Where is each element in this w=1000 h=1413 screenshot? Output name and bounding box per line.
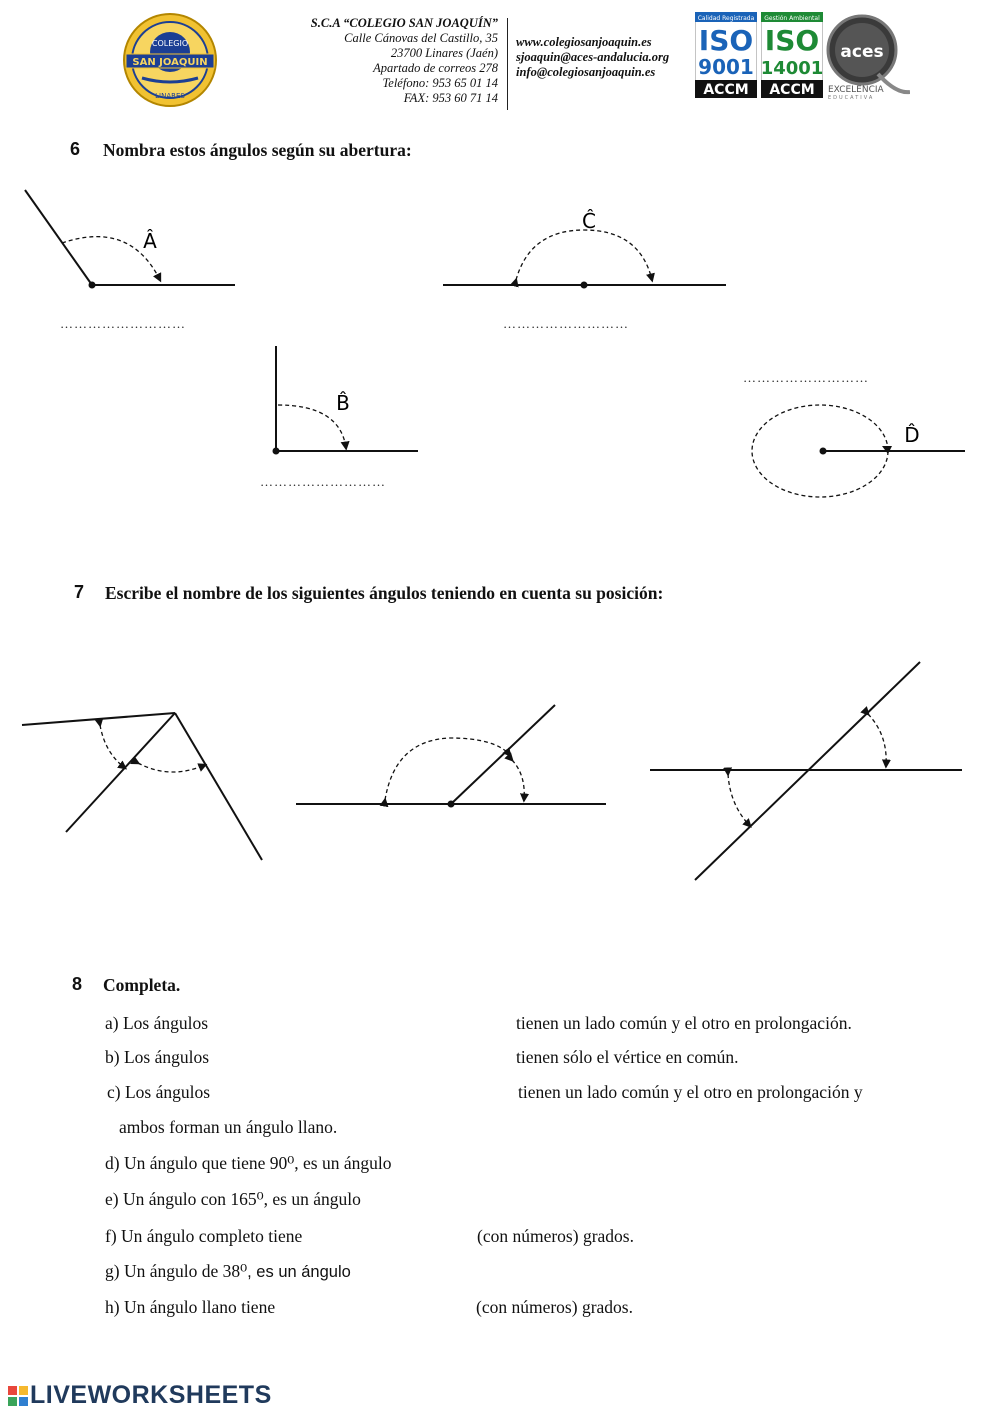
angle-c-figure xyxy=(443,230,726,289)
item-g-text: g) Un ángulo de 38⁰ xyxy=(105,1261,248,1281)
contact-block xyxy=(516,35,669,80)
svg-text:ACCM: ACCM xyxy=(703,82,749,98)
angle-b-label: B̂ xyxy=(336,391,350,415)
section-number: 8 xyxy=(72,974,83,994)
section-title: Escribe el nombre de los siguientes ángulos teniendo en cuenta su posición: xyxy=(105,583,664,603)
liveworksheets-brand[interactable] xyxy=(8,1381,272,1410)
school-logo xyxy=(120,12,220,108)
address-line: 23700 Linares (Jaén) xyxy=(390,46,498,60)
answer-blank-c[interactable]: ……………………… xyxy=(503,316,629,331)
item-f-right: (con números) grados. xyxy=(477,1226,634,1246)
liveworksheets-icon xyxy=(8,1386,28,1406)
iso-14001-badge xyxy=(761,12,823,98)
position-figure-2 xyxy=(296,705,606,808)
address-line: Calle Cánovas del Castillo, 35 xyxy=(344,31,498,45)
svg-text:EXCELENCIA: EXCELENCIA xyxy=(828,85,884,95)
svg-text:Gestión Ambiental: Gestión Ambiental xyxy=(764,15,820,22)
section-number: 7 xyxy=(74,582,85,602)
svg-text:ISO: ISO xyxy=(764,24,820,57)
angle-a-label: Â xyxy=(143,229,157,253)
item-c-continuation: ambos forman un ángulo llano. xyxy=(119,1117,338,1137)
answer-blank-a[interactable]: ……………………… xyxy=(60,316,186,331)
iso-9001-badge xyxy=(695,12,757,98)
svg-text:14001: 14001 xyxy=(761,58,823,79)
item-f-left: f) Un ángulo completo tiene xyxy=(105,1226,303,1246)
position-figure-3 xyxy=(650,662,962,880)
school-address-block xyxy=(248,16,498,106)
section6-diagrams xyxy=(0,170,1000,510)
angle-c-label: Ĉ xyxy=(582,209,596,233)
svg-text:LINARES: LINARES xyxy=(155,92,185,100)
aces-logo xyxy=(826,12,910,100)
svg-text:9001: 9001 xyxy=(698,55,754,79)
angle-a-figure xyxy=(25,190,235,289)
address-line: Apartado de correos 278 xyxy=(373,61,498,75)
item-b-left: b) Los ángulos xyxy=(105,1047,210,1067)
svg-text:ISO: ISO xyxy=(698,24,754,57)
answer-blank-d[interactable]: ……………………… xyxy=(743,370,869,385)
item-d: d) Un ángulo que tiene 90⁰, es un ángulo xyxy=(105,1153,392,1173)
section7-diagrams xyxy=(0,650,1000,890)
school-name: S.C.A “COLEGIO SAN JOAQUÍN” xyxy=(310,16,498,30)
angle-d-label: D̂ xyxy=(904,423,920,447)
item-g xyxy=(105,1261,351,1282)
item-h-right: (con números) grados. xyxy=(476,1297,633,1317)
svg-text:EDUCATIVA: EDUCATIVA xyxy=(828,95,875,100)
email-link[interactable]: info@colegiosanjoaquin.es xyxy=(516,65,656,79)
section-title: Completa. xyxy=(103,975,181,995)
item-a-left: a) Los ángulos xyxy=(105,1013,209,1033)
item-a-right: tienen un lado común y el otro en prolongación. xyxy=(516,1013,852,1033)
svg-text:SAN JOAQUIN: SAN JOAQUIN xyxy=(132,57,208,68)
item-h-left: h) Un ángulo llano tiene xyxy=(105,1297,276,1317)
item-g-suffix: , es un ángulo xyxy=(247,1263,351,1281)
svg-text:aces: aces xyxy=(840,42,884,62)
svg-text:Calidad Registrada: Calidad Registrada xyxy=(697,15,755,22)
svg-text:ACCM: ACCM xyxy=(769,82,815,98)
answer-blank-b[interactable]: ……………………… xyxy=(260,474,386,489)
address-line: FAX: 953 60 71 14 xyxy=(403,91,498,105)
email-link[interactable]: sjoaquin@aces-andalucia.org xyxy=(516,50,670,64)
angle-d-figure xyxy=(752,405,965,497)
brand-text: LIVEWORKSHEETS xyxy=(30,1381,272,1409)
header-divider xyxy=(507,18,508,110)
website-link[interactable]: www.colegiosanjoaquin.es xyxy=(516,35,652,49)
item-c-right: tienen un lado común y el otro en prolongación y xyxy=(518,1082,863,1102)
item-e: e) Un ángulo con 165⁰, es un ángulo xyxy=(105,1189,361,1209)
item-c-left: c) Los ángulos xyxy=(107,1082,211,1102)
item-b-right: tienen sólo el vértice en común. xyxy=(516,1047,739,1067)
section-title: Nombra estos ángulos según su abertura: xyxy=(103,140,412,160)
section-number: 6 xyxy=(70,139,81,159)
position-figure-1 xyxy=(22,713,262,860)
svg-text:COLEGIO: COLEGIO xyxy=(151,39,189,48)
address-line: Teléfono: 953 65 01 14 xyxy=(382,76,498,90)
